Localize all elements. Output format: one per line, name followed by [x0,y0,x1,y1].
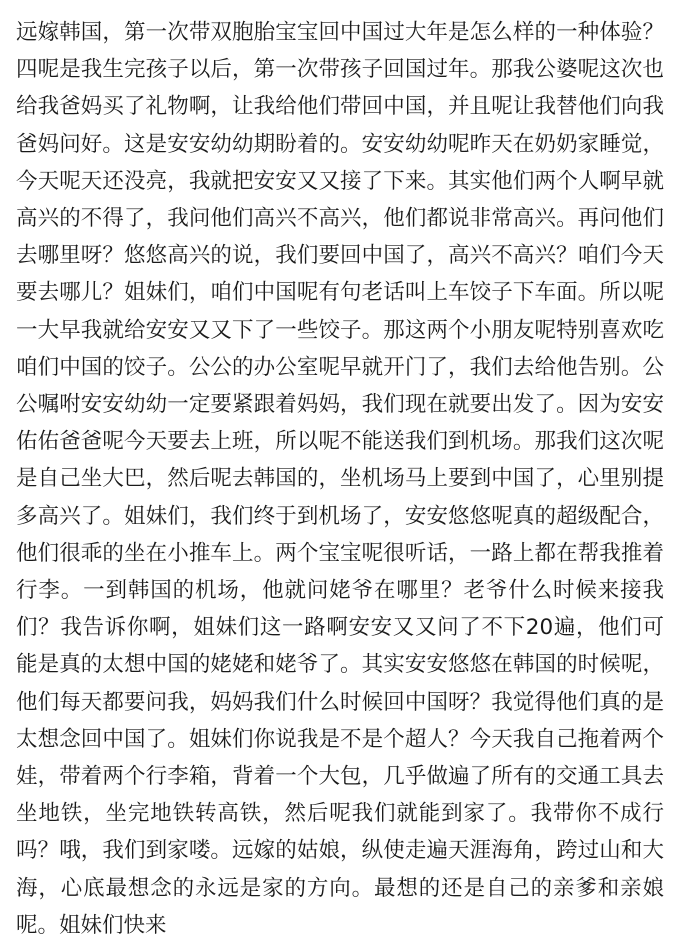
article-body [16,14,664,944]
article-paragraph: 远嫁韩国，第一次带双胞胎宝宝回中国过大年是怎么样的一种体验？四呢是我生完孩子以后，第一次带孩子回国过年。那我公婆呢这次也给我爸妈买了礼物啊，让我给他们带回中国，并且呢让我替他们向我爸妈问好。这是安安幼幼期盼着的。安安幼幼呢昨天在奶奶家睡觉，今天呢天还没亮，我就把安安又又接了下来。其实他们两个人啊早就高兴的不得了，我问他们高兴不高兴，他们都说非常高兴。再问他们去哪里呀？悠悠高兴的说，我们要回中国了，高兴不高兴？咱们今天要去哪儿？姐妹们，咱们中国呢有句老话叫上车饺子下车面。所以呢一大早我就给安安又又下了一些饺子。那这两个小朋友呢特别喜欢吃咱们中国的饺子。公公的办公室呢早就开门了，我们去给他告别。公公嘱咐安安幼幼一定要紧跟着妈妈，我们现在就要出发了。因为安安佑佑爸爸呢今天要去上班，所以呢不能送我们到机场。那我们这次呢是自己坐大巴，然后呢去韩国的，坐机场马上要到中国了，心里别提多高兴了。姐妹们，我们终于到机场了，安安悠悠呢真的超级配合，他们很乖的坐在小推车上。两个宝宝呢很听话，一路上都在帮我推着行李。一到韩国的机场，他就问姥爷在哪里？老爷什么时候来接我们？我告诉你啊，姐妹们这一路啊安安又又问了不下20遍，他们可能是真的太想中国的姥姥和姥爷了。其实安安悠悠在韩国的时候呢，他们每天都要问我，妈妈我们什么时候回中国呀？我觉得他们真的是太想念回中国了。姐妹们你说我是不是个超人？今天我自己拖着两个娃，带着两个行李箱，背着一个大包，几乎做遍了所有的交通工具去坐地铁，坐完地铁转高铁，然后呢我们就能到家了。我带你不成行吗？哦，我们到家喽。远嫁的姑娘，纵使走遍天涯海角，跨过山和大海，心底最想念的永远是家的方向。最想的还是自己的亲爹和亲娘呢。姐妹们快来 [16,20,664,938]
